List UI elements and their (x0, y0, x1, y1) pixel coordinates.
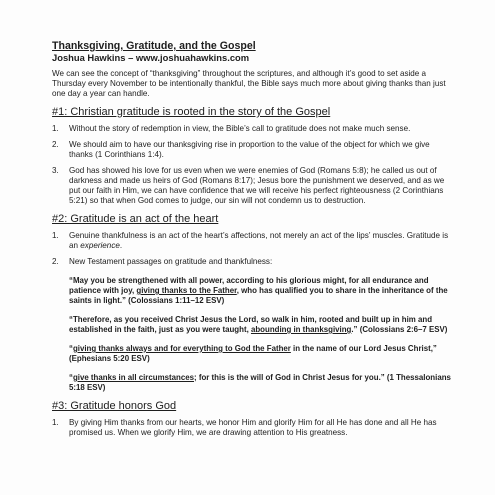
list-item-text: We should aim to have our thanksgiving rise in proportion to the value of the object for which we give thanks (1 Corinthians 1:4). (69, 140, 430, 159)
quote-text: “May you be strengthened with all power, according to his glorious might, for all endurance and patience with joy, (69, 276, 429, 295)
section-3-list (52, 418, 451, 438)
scripture-quote (69, 344, 451, 364)
list-item-text: God has showed his love for us even when we were enemies of God (Romans 5:8); he called us out of darkness and made us heirs of God (Romans 8:17); Jesus bore the punishment we deserved, and as we put our faith in Him, we can have confidence that we will receive his perfect righteousness (2 Corinthians 5:21) so that when God comes to judge, our sin will not condemn us to destruction. (69, 166, 445, 205)
list-number: 1. (52, 231, 59, 240)
quote-text: “Therefore, as you received Christ Jesus the Lord, so walk in him, rooted and built up in him and established in the faith, just as you were taught, (69, 315, 433, 334)
list-item (52, 124, 451, 134)
quote-text: “ (69, 373, 73, 382)
quote-underlined: give thanks in all circumstances (72, 373, 194, 382)
author-byline: Joshua Hawkins – www.joshuahawkins.com (52, 52, 250, 63)
scripture-quote (69, 373, 451, 393)
list-item (52, 140, 451, 160)
list-item-text: By giving Him thanks from our hearts, we honor Him and glorify Him for all He has done and all He has promised us. When we glorify Him, we are drawing attention to His greatness. (69, 418, 437, 437)
list-item-text-end: . (119, 241, 123, 250)
quote-text: “ (69, 344, 73, 353)
list-item (52, 257, 451, 393)
list-number: 1. (52, 124, 59, 133)
list-item (52, 231, 451, 251)
quote-underlined: giving thanks always and for everything to God the Father (72, 344, 291, 353)
scripture-quote (69, 315, 451, 335)
list-number: 2. (52, 257, 59, 266)
list-number: 3. (52, 166, 59, 175)
emphasis-text: experience (80, 241, 120, 250)
list-number: 1. (52, 418, 59, 427)
section-2-heading: #2: Gratitude is an act of the heart (52, 213, 219, 225)
quote-text-end: in the name of our Lord Jesus Christ,” (Ephesians 5:20 ESV) (69, 344, 437, 363)
quote-underlined: abounding in thanksgiving (250, 325, 352, 334)
quote-text-end: , who has qualified you to share in the inheritance of the saints in light.” (Colossians 1:11–12 ESV) (69, 286, 448, 305)
document-title: Thanksgiving, Gratitude, and the Gospel (52, 40, 256, 52)
list-item (52, 418, 451, 438)
list-item-text: Without the story of redemption in view, the Bible’s call to gratitude does not make much sense. (69, 124, 411, 133)
list-item (52, 166, 451, 206)
list-number: 2. (52, 140, 59, 149)
quote-text-end: .” (Colossians 2:6–7 ESV) (351, 325, 448, 334)
scripture-quote (69, 276, 451, 306)
section-1-list (52, 124, 451, 206)
quote-underlined: giving thanks to the Father (136, 286, 237, 295)
section-3-heading: #3: Gratitude honors God (52, 400, 177, 412)
section-2-list (52, 231, 451, 393)
quote-text-end: ; for this is the will of God in Christ Jesus for you.” (1 Thessalonians 5:18 ESV) (69, 373, 451, 392)
list-item-text: New Testament passages on gratitude and thankfulness: (69, 257, 273, 266)
list-item-text: Genuine thankfulness is an act of the heart’s affections, not merely an act of the lips’ muscles. Gratitude is an (69, 231, 449, 250)
section-1-heading: #1: Christian gratitude is rooted in the story of the Gospel (52, 106, 331, 118)
intro-paragraph: We can see the concept of “thanksgiving” throughout the scriptures, and although it’s good to set aside a Thursday every November to be intentionally thankful, the Bible says much more about giving thanks than just one day a year can handle. (52, 69, 446, 98)
